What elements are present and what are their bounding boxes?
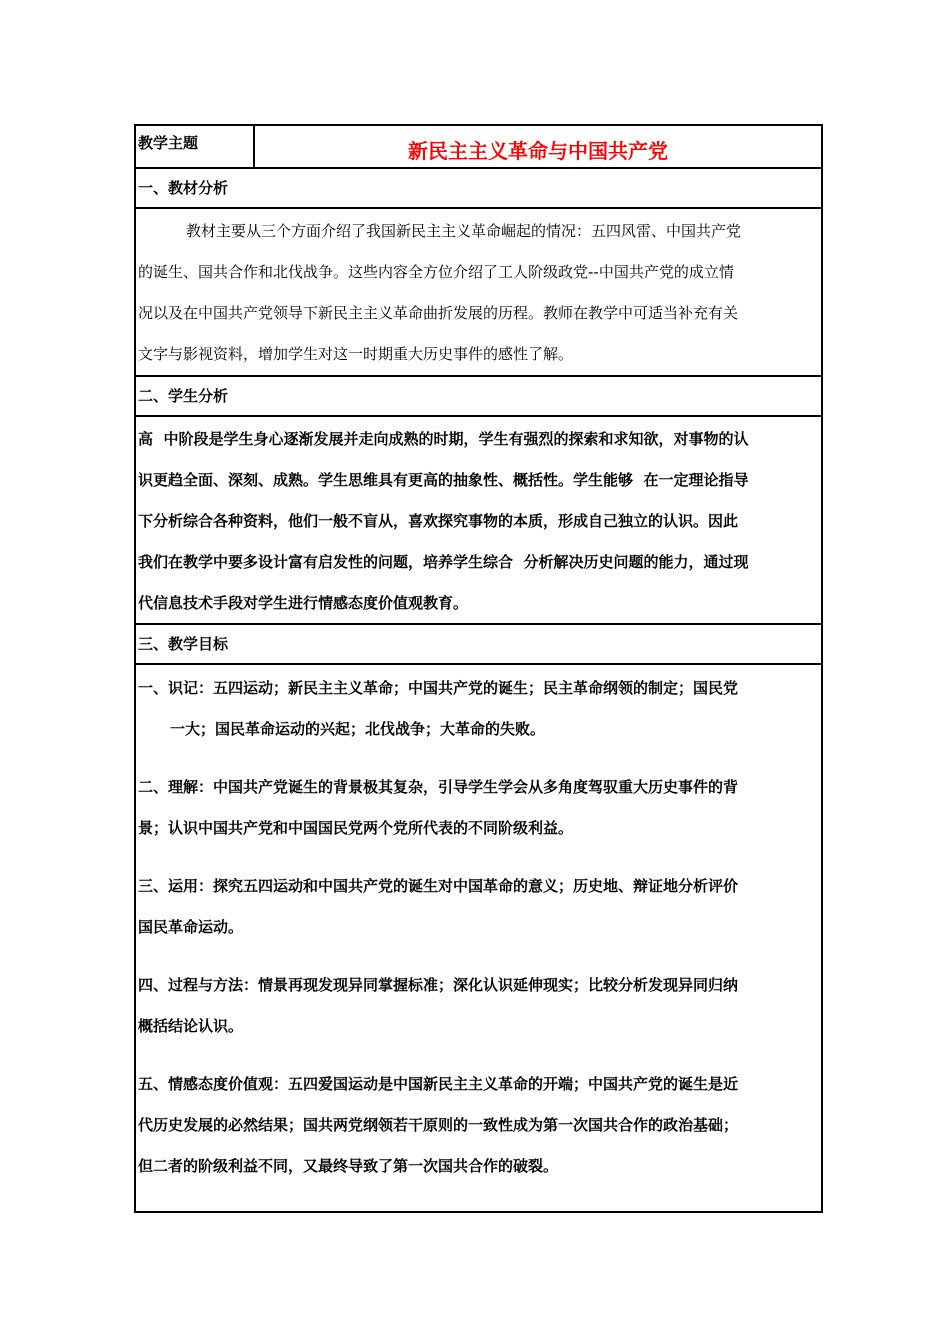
student-line: 我们在教学中要多设计富有启发性的问题，培养学生综合 分析解决历史问题的能力，通过现 <box>138 553 749 571</box>
material-line: 文字与影视资料，增加学生对这一时期重大历史事件的感性了解。 <box>138 345 574 363</box>
student-line: 下分析综合各种资料，他们一般不盲从，喜欢探究事物的本质，形成自己独立的认识。因此 <box>138 512 739 530</box>
material-line: 教材主要从三个方面介绍了我国新民主主义革命崛起的情况：五四风雷、中国共产党 <box>186 222 742 240</box>
goal-line: 三、运用：探究五四运动和中国共产党的诞生对中国革命的意义；历史地、辩证地分析评价 <box>138 877 739 895</box>
goal-line: 一、识记：五四运动；新民主主义革命；中国共产党的诞生；民主革命纲领的制定；国民党 <box>138 679 739 697</box>
title-row <box>136 126 821 169</box>
goal-line: 但二者的阶级利益不同，又最终导致了第一次国共合作的破裂。 <box>138 1157 559 1175</box>
goal-understand <box>138 767 817 849</box>
student-line: 高 中阶段是学生身心逐渐发展并走向成熟的时期，学生有强烈的探索和求知欲，对事物的认 <box>138 430 749 448</box>
goal-line: 五、情感态度价值观：五四爱国运动是中国新民主主义革命的开端；中国共产党的诞生是近 <box>138 1075 739 1093</box>
teaching-goals-body <box>136 665 821 1211</box>
goal-line: 景；认识中国共产党和中国国民党两个党所代表的不同阶级利益。 <box>138 819 574 837</box>
section-heading-students: 二、学生分析 <box>136 377 821 417</box>
goal-process-method <box>138 965 817 1047</box>
goal-line: 代历史发展的必然结果；国共两党纲领若干原则的一致性成为第一次国共合作的政治基础； <box>138 1116 739 1134</box>
goal-memorize <box>138 668 817 750</box>
topic-label: 教学主题 <box>136 126 255 167</box>
material-analysis-body <box>136 209 821 377</box>
lesson-plan-table <box>134 124 823 1213</box>
goal-line: 二、理解：中国共产党诞生的背景极其复杂，引导学生学会从多角度驾驭重大历史事件的背 <box>138 778 739 796</box>
goal-values <box>138 1064 817 1187</box>
material-line: 的诞生、国共合作和北伐战争。这些内容全方位介绍了工人阶级政党--中国共产党的成立情 <box>138 263 734 281</box>
student-line: 识更趋全面、深刻、成熟。学生思维具有更高的抽象性、概括性。学生能够 在一定理论指导 <box>138 471 749 489</box>
goal-line: 四、过程与方法：情景再现发现异同掌握标准；深化认识延伸现实；比较分析发现异同归纳 <box>138 976 739 994</box>
goal-apply <box>138 866 817 948</box>
goal-line: 国民革命运动。 <box>138 918 244 936</box>
goal-line: 概括结论认识。 <box>138 1017 244 1035</box>
section-heading-goals: 三、教学目标 <box>136 625 821 665</box>
student-analysis-body <box>136 417 821 625</box>
page-title: 新民主主义革命与中国共产党 <box>408 139 668 163</box>
section-heading-material: 一、教材分析 <box>136 169 821 209</box>
student-line: 代信息技术手段对学生进行情感态度价值观教育。 <box>138 594 469 612</box>
material-line: 况以及在中国共产党领导下新民主主义革命曲折发展的历程。教师在教学中可适当补充有关 <box>138 304 739 322</box>
goal-line: 一大；国民革命运动的兴起；北伐战争；大革命的失败。 <box>170 720 546 738</box>
